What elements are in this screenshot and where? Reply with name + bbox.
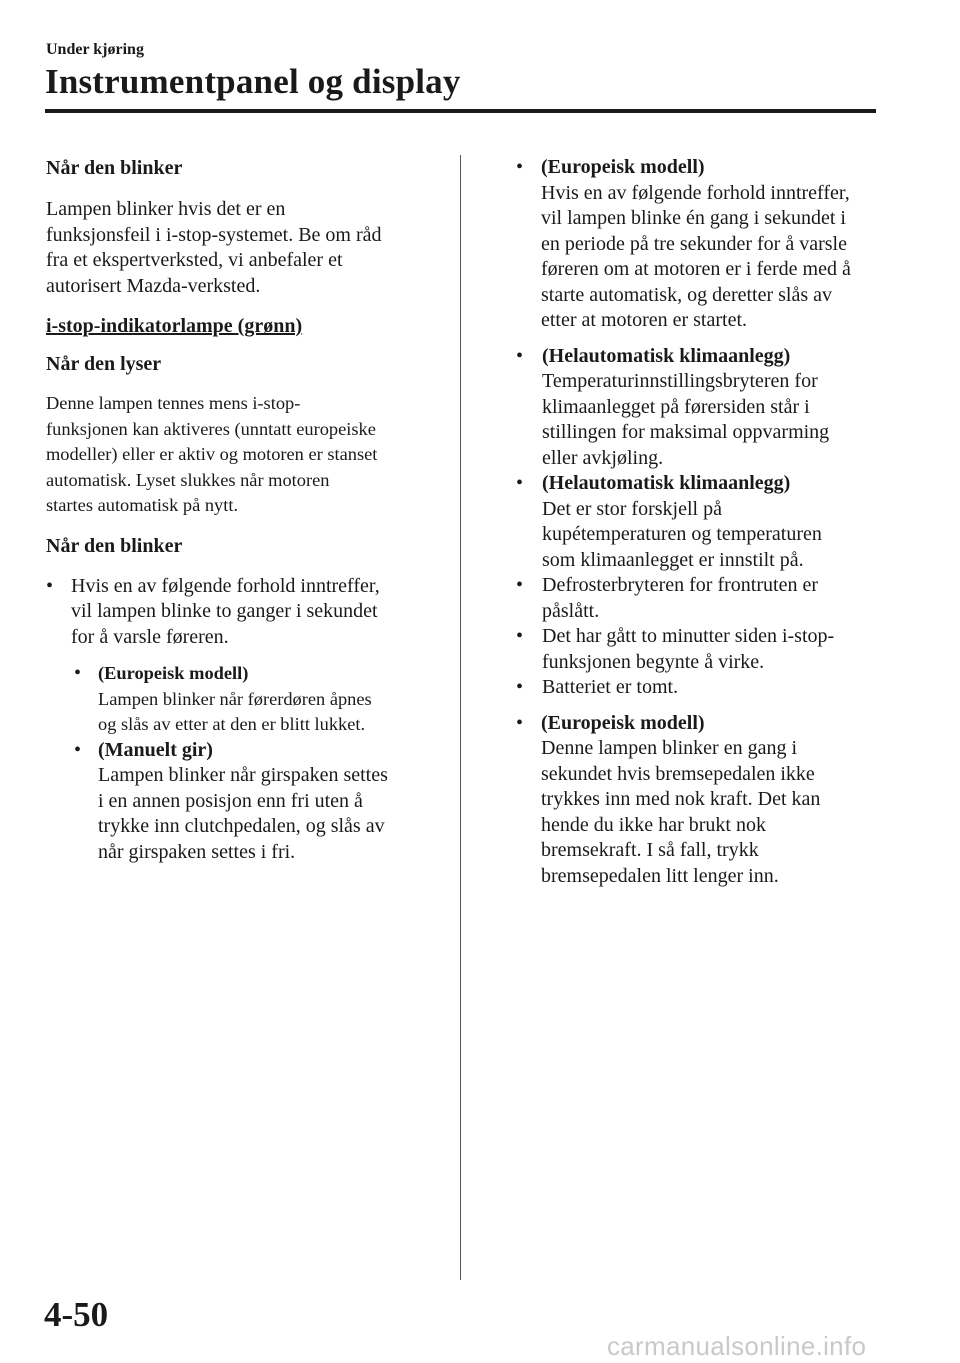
- sub-bullet-item: [516, 624, 884, 675]
- paragraph-fault: [46, 197, 436, 299]
- text-line: autorisert Mazda-verksted.: [46, 274, 261, 297]
- text-line: trykkes inn med nok kraft. Det kan: [541, 788, 821, 810]
- page-number: 4-50: [44, 1295, 109, 1334]
- indicator-subtitle: i-stop-indikatorlampe (grønn): [46, 315, 303, 337]
- sub-bullet-item: [516, 344, 884, 472]
- text-line: Batteriet er tomt.: [542, 676, 679, 698]
- bullet-item: [516, 711, 884, 890]
- column-divider: [460, 155, 461, 1280]
- text-line: trykke inn clutchpedalen, og slås av: [98, 815, 385, 837]
- text-line: som klimaanlegget er innstilt på.: [542, 548, 804, 571]
- heading-blinks-2: Når den blinker: [46, 534, 183, 557]
- text-line: Defrosterbryteren for frontruten er: [542, 574, 818, 596]
- page-title: Instrumentpanel og display: [45, 62, 461, 101]
- text-line: vil lampen blinke én gang i sekundet i: [541, 207, 846, 229]
- text-line: stillingen for maksimal oppvarming: [542, 421, 830, 443]
- title-rule: [45, 109, 876, 113]
- paragraph-lights: [46, 391, 436, 519]
- text-line: Denne lampen tennes mens i-stop-: [46, 393, 301, 413]
- sub-bullet-item: [46, 738, 436, 866]
- text-line: automatisk. Lyset slukkes når motoren: [46, 469, 330, 490]
- sub-bullet-item: [516, 573, 884, 624]
- text-line: kupétemperaturen og temperaturen: [542, 523, 822, 545]
- text-line: en periode på tre sekunder for å varsle: [541, 232, 847, 255]
- sub-bullet-title: (Helautomatisk klimaanlegg): [542, 472, 791, 494]
- text-line: starte automatisk, og deretter slås av: [541, 283, 833, 306]
- text-line: hende du ikke har brukt nok: [541, 813, 766, 836]
- text-line: når girspaken settes i fri.: [98, 840, 296, 863]
- bullet-item: [46, 574, 436, 651]
- bullet-title: (Europeisk modell): [541, 711, 705, 734]
- text-line: i en annen posisjon enn fri uten å: [98, 789, 363, 812]
- text-line: fra et ekspertverksted, vi anbefaler et: [46, 249, 343, 271]
- text-line: Lampen blinker når girspaken settes: [98, 764, 388, 786]
- text-line: og slås av etter at den er blitt lukket.: [98, 714, 366, 734]
- text-line: Lampen blinker når førerdøren åpnes: [98, 688, 372, 709]
- text-line: etter at motoren er startet.: [541, 309, 748, 331]
- text-line: føreren om at motoren er i ferde med å: [541, 258, 851, 280]
- text-line: Denne lampen blinker en gang i: [541, 737, 798, 759]
- watermark[interactable]: carmanualsonline.info: [607, 1331, 867, 1361]
- bullet-title: (Europeisk modell): [541, 156, 705, 178]
- text-line: for å varsle føreren.: [71, 625, 229, 648]
- right-column: [516, 155, 884, 889]
- heading-lights: Når den lyser: [46, 353, 162, 375]
- text-line: påslått.: [542, 599, 600, 622]
- text-line: vil lampen blinke to ganger i sekundet: [71, 600, 378, 622]
- text-line: Hvis en av følgende forhold inntreffer,: [541, 181, 850, 204]
- sub-bullet-item: [516, 675, 884, 701]
- text-line: eller avkjøling.: [542, 446, 664, 469]
- sub-bullet-item: [46, 661, 436, 738]
- sub-bullet-title: (Europeisk modell): [98, 663, 249, 683]
- text-line: funksjonen begynte å virke.: [542, 650, 765, 673]
- text-line: Temperaturinnstillingsbryteren for: [542, 370, 818, 392]
- left-column: [46, 155, 436, 865]
- text-line: modeller) eller er aktiv og motoren er stanset: [46, 444, 378, 464]
- text-line: funksjonen kan aktiveres (unntatt europeiske: [46, 418, 376, 439]
- sub-bullet-title: (Helautomatisk klimaanlegg): [542, 344, 791, 367]
- text-line: sekundet hvis bremsepedalen ikke: [541, 762, 815, 785]
- text-line: Lampen blinker hvis det er en: [46, 198, 286, 220]
- sub-bullet-title: (Manuelt gir): [98, 738, 213, 761]
- text-line: bremsepedalen litt lenger inn.: [541, 864, 779, 887]
- text-line: Det har gått to minutter siden i-stop-: [542, 625, 835, 647]
- sub-bullet-item: [516, 471, 884, 573]
- text-line: klimaanlegget på førersiden står i: [542, 395, 810, 418]
- heading-blinks: Når den blinker: [46, 157, 183, 179]
- text-line: Det er stor forskjell på: [542, 497, 722, 520]
- text-line: bremsekraft. I så fall, trykk: [541, 839, 759, 861]
- section-label: Under kjøring: [46, 41, 144, 58]
- text-line: startes automatisk på nytt.: [46, 495, 239, 515]
- text-line: funksjonsfeil i i-stop-systemet. Be om råd: [46, 223, 382, 246]
- bullet-item: [516, 155, 884, 334]
- text-line: Hvis en av følgende forhold inntreffer,: [71, 574, 380, 597]
